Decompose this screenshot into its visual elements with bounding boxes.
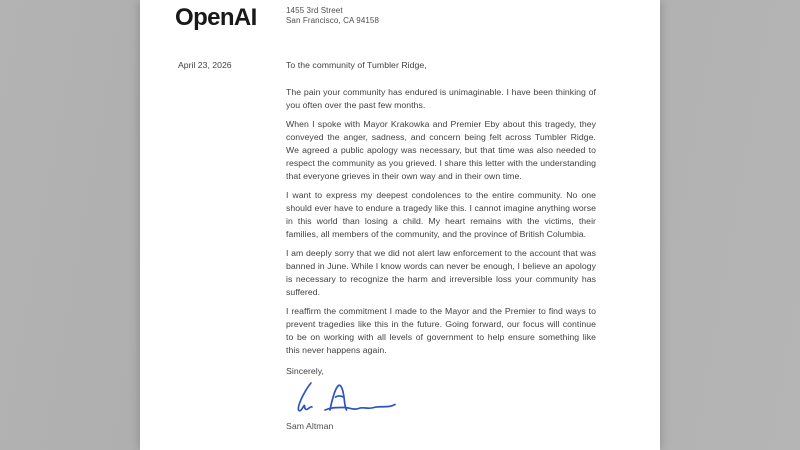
openai-logo: OpenAI — [175, 4, 257, 31]
signature-scribble-icon — [292, 380, 398, 418]
letter-document — [140, 0, 660, 450]
letter-paragraph: The pain your community has endured is unimaginable. I have been thinking of you often over the past few months. — [286, 87, 596, 110]
letter-paragraph: I am deeply sorry that we did not alert law enforcement to the account that was banned in June. While I know words can never be enough, I believe an apology is necessary to recognize the harm and irreversible loss your community has suffered. — [286, 248, 596, 297]
closing: Sincerely, — [286, 366, 324, 376]
letter-body — [286, 59, 596, 433]
letter-paragraph: When I spoke with Mayor Krakowka and Premier Eby about this tragedy, they conveyed the anger, sadness, and concern being felt across Tumbler Ridge. We agreed a public apology was necessary, but that time was also needed to respect the community as you grieved. I share this letter with the understanding that everyone grieves in their own way and in their own time. — [286, 119, 596, 181]
address-line-1: 1455 3rd Street — [286, 6, 343, 15]
address-line-2: San Francisco, CA 94158 — [286, 16, 380, 25]
letter-paragraph: I want to express my deepest condolences to the entire community. No one should ever have to endure a tragedy like this. I cannot imagine anything worse in this world than losing a child. My heart remains with the victims, their families, all members of the community, and the province of British Columbia. — [286, 190, 596, 239]
letter-paragraph: I reaffirm the commitment I made to the Mayor and the Premier to find ways to prevent tragedies like this in the future. Going forward, our focus will continue to be on working with all levels of government to help ensure something like this never happens again. — [286, 306, 596, 355]
letter-date: April 23, 2026 — [178, 60, 232, 70]
letter-paragraphs — [286, 86, 596, 357]
typed-name: Sam Altman — [286, 421, 334, 431]
salutation: To the community of Tumbler Ridge, — [286, 60, 427, 70]
sender-address — [286, 6, 379, 26]
